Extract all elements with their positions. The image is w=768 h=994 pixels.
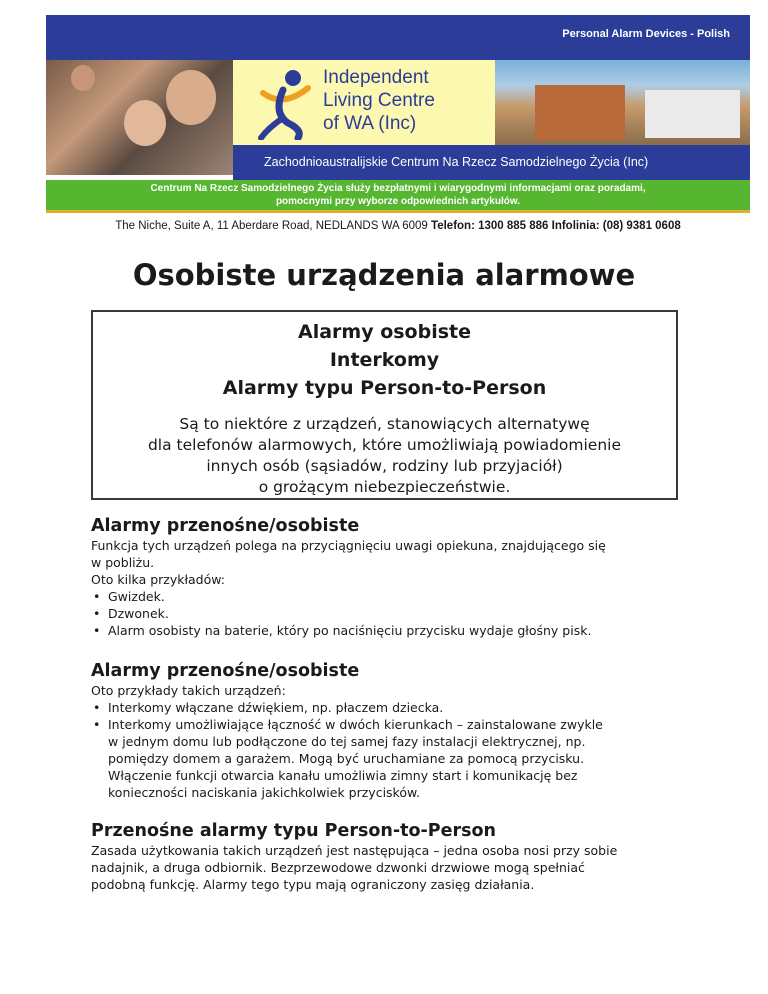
box-heading-1: Alarmy osobiste bbox=[297, 321, 471, 343]
list-item: • Gwizdek. bbox=[91, 588, 691, 605]
organisation-subtitle: Zachodnioaustralijskie Centrum Na Rzecz Samodzielnego Życia (Inc) bbox=[264, 155, 649, 169]
summary-box bbox=[91, 310, 678, 500]
document-label: Personal Alarm Devices - Polish bbox=[562, 28, 730, 40]
person-logo-icon bbox=[253, 68, 315, 140]
divider bbox=[46, 210, 750, 213]
section-title: Alarmy przenośne/osobiste bbox=[91, 516, 360, 536]
photo-family bbox=[46, 60, 233, 175]
list-item: • Interkomy włączane dźwiękiem, np. płaczem dziecka. bbox=[91, 699, 691, 716]
logo-line-1: Independent bbox=[323, 67, 429, 88]
logo-line-3: of WA (Inc) bbox=[323, 113, 417, 134]
list-item: • Interkomy umożliwiające łączność w dwóch kierunkach – zainstalowane zwykle w jednym domu lub podłączone do tej samej fazy instalacji elektrycznej, np. pomiędzy domem a garażem. Mogą być uruchamiane za pomocą przycisku. Włączenie funkcji otwarcia kanału umożliwia zimny start i komunikację bez konieczności naciskania jakichkolwiek przycisków. bbox=[91, 716, 691, 801]
box-heading-3: Alarmy typu Person-to-Person bbox=[222, 377, 547, 399]
phone-numbers: Telefon: 1300 885 886 Infolinia: (08) 9381 0608 bbox=[431, 220, 681, 232]
section-title: Alarmy przenośne/osobiste bbox=[91, 661, 360, 681]
photo-building bbox=[495, 60, 750, 145]
contact-line bbox=[46, 220, 750, 232]
section-intercoms: Alarmy przenośne/osobiste Oto przykłady takich urządzeń: • Interkomy włączane dźwiękiem, np. płaczem dziecka. • Interkomy umożliwiające łączność w dwóch kierunkach – zainstalowane zwykle w jednym domu lub podłączone do tej samej fazy instalacji elektrycznej, np. pomiędzy domem a garażem. Mogą być uruchamiane za pomocą przycisku. Włączenie funkcji otwarcia kanału umożliwia zimny start i komunikację bez konieczności naciskania jakichkolwiek przycisków. bbox=[91, 660, 691, 801]
list-item: • Dzwonek. bbox=[91, 605, 691, 622]
address: The Niche, Suite A, 11 Aberdare Road, NEDLANDS WA 6009 bbox=[115, 220, 428, 232]
examples-list bbox=[91, 588, 691, 639]
list-item: • Alarm osobisty na baterie, który po naciśnięciu przycisku wydaje głośny pisk. bbox=[91, 622, 691, 639]
section-title: Przenośne alarmy typu Person-to-Person bbox=[91, 821, 497, 841]
logo-line-2: Living Centre bbox=[323, 90, 435, 111]
examples-list bbox=[91, 699, 691, 801]
box-heading-2: Interkomy bbox=[329, 349, 440, 371]
box-description: Są to niektóre z urządzeń, stanowiących alternatywę dla telefonów alarmowych, które umożliwiają powiadomienie innych osób (sąsiadów, rodziny lub przyjaciół) o grożącym niebezpieczeństwie. bbox=[147, 415, 622, 496]
page-title: Osobiste urządzenia alarmowe bbox=[132, 258, 636, 292]
tagline: Centrum Na Rzecz Samodzielnego Życia służy bezpłatnymi i wiarygodnymi informacjami oraz poradami, pomocnymi przy wyborze odpowiednich artykułów. bbox=[150, 183, 646, 207]
header-banner bbox=[46, 15, 750, 210]
section-person-to-person: Przenośne alarmy typu Person-to-Person Zasada użytkowania takich urządzeń jest następująca – jedna osoba nosi przy sobie nadajnik, a druga odbiornik. Bezprzewodowe dzwonki drzwiowe mogą spełniać podobną funkcję. Alarmy tego typu mają ograniczony zasięg działania. bbox=[91, 820, 691, 893]
logo bbox=[233, 60, 495, 145]
section-portable-alarms: Alarmy przenośne/osobiste Funkcja tych urządzeń polega na przyciągnięciu uwagi opiekuna, znajdującego się w pobliżu. Oto kilka przykładów: • Gwizdek. • Dzwonek. • Alarm osobisty na baterie, który po naciśnięciu przycisku wydaje głośny pisk. bbox=[91, 515, 691, 639]
